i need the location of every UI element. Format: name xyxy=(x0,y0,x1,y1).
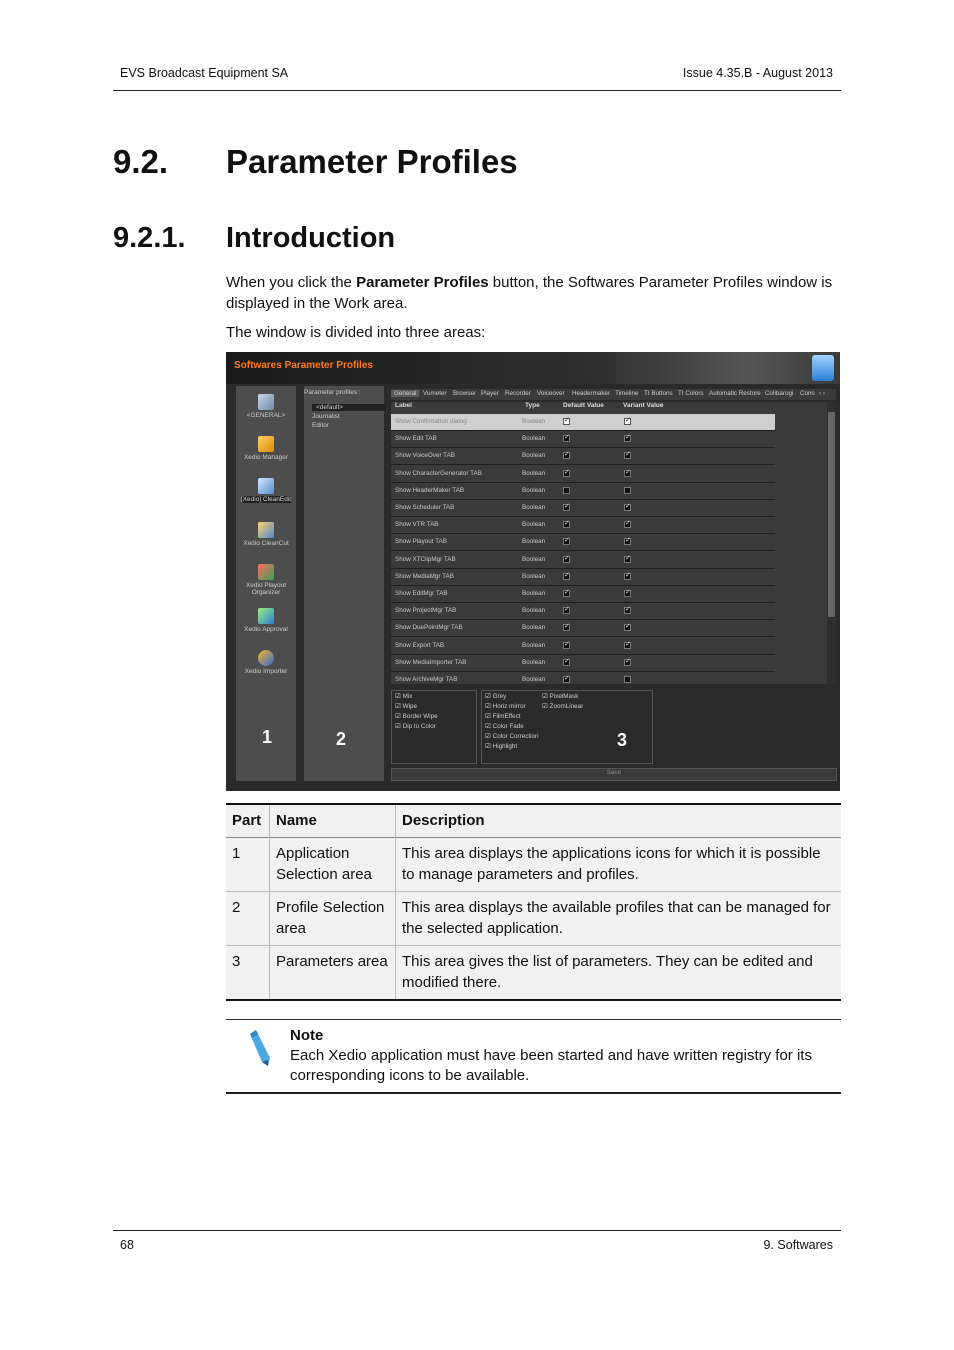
cell-name: Parameters area xyxy=(270,946,396,1001)
parameter-label: Show MediaImporter TAB xyxy=(395,658,467,666)
col-default-value: Default Value xyxy=(563,402,604,409)
tab-browser[interactable]: Browser xyxy=(453,390,477,397)
intro-paragraph-2: The window is divided into three areas: xyxy=(226,324,486,341)
table-row xyxy=(226,892,841,946)
parameter-label: Show XTClipMgr TAB xyxy=(395,555,456,563)
grid-scrollbar[interactable] xyxy=(827,402,836,684)
th-part: Part xyxy=(232,812,262,829)
window-title: Softwares Parameter Profiles xyxy=(234,360,373,371)
variant-value-checkbox[interactable] xyxy=(624,676,631,683)
parameter-row[interactable] xyxy=(391,603,775,620)
parameter-type: Boolean xyxy=(522,469,546,477)
profile-editor[interactable]: Editor xyxy=(312,422,329,429)
note-title: Note xyxy=(290,1027,324,1044)
effect-border-wipe[interactable]: ☑ Border Wipe xyxy=(395,713,438,720)
parameter-row[interactable] xyxy=(391,638,775,655)
tab-recorder[interactable]: Recorder xyxy=(505,390,531,397)
parts-table xyxy=(226,803,841,1001)
app-general[interactable]: <GENERAL> xyxy=(236,394,296,419)
parameter-type: Boolean xyxy=(522,624,546,632)
parameter-row[interactable] xyxy=(391,586,775,603)
effect-filmeffect[interactable]: ☑ FilmEffect xyxy=(485,713,521,720)
app-xedio-manager[interactable]: Xedio Manager xyxy=(236,436,296,461)
table-header-row xyxy=(226,804,841,838)
default-value-checkbox[interactable] xyxy=(563,556,570,563)
default-value-checkbox[interactable] xyxy=(563,573,570,580)
variant-value-checkbox[interactable] xyxy=(624,556,631,563)
parameter-row[interactable] xyxy=(391,466,775,483)
variant-value-checkbox[interactable] xyxy=(624,573,631,580)
tabs-scroll-arrows-icon[interactable]: ‹ › xyxy=(819,390,825,397)
profile-journalist[interactable]: Journalist xyxy=(312,413,340,420)
effect-horiz-mirror[interactable]: ☑ Horiz mirror xyxy=(485,703,526,710)
cell-description: This area displays the available profiles that can be managed for the selected application. xyxy=(396,892,842,946)
effect-grey[interactable]: ☑ Grey xyxy=(485,693,506,700)
parameter-type: Boolean xyxy=(522,572,546,580)
app-cleancut[interactable]: Xedio CleanCut xyxy=(236,522,296,547)
parameter-label: Show Playout TAB xyxy=(395,538,447,546)
table-row xyxy=(226,946,841,1001)
th-description: Description xyxy=(396,804,842,838)
pencil-icon xyxy=(242,1028,274,1068)
parameter-label: Show EditMgr TAB xyxy=(395,590,448,597)
parameter-row[interactable] xyxy=(391,517,775,534)
area-marker-3: 3 xyxy=(617,730,628,750)
parameter-label: Show Confirmation dialog xyxy=(395,418,467,425)
parameter-row[interactable] xyxy=(391,431,775,448)
default-value-checkbox[interactable] xyxy=(563,487,570,494)
tab-vumeter[interactable]: Vumeter xyxy=(423,390,447,397)
parameter-row[interactable] xyxy=(391,534,775,551)
tab-automatic-restore[interactable]: Automatic Restore xyxy=(709,390,761,397)
effects-group-b xyxy=(481,690,653,764)
grid-scroll-thumb[interactable] xyxy=(828,412,835,617)
parameter-label: Show HeaderMaker TAB xyxy=(395,486,465,494)
application-selection-area xyxy=(236,386,296,781)
subsection-title: Introduction xyxy=(226,222,396,254)
effect-color-fade[interactable]: ☑ Color Fade xyxy=(485,723,524,730)
profile-default[interactable]: <default> xyxy=(312,404,386,411)
default-value-checkbox[interactable] xyxy=(563,590,570,597)
parameter-row[interactable] xyxy=(391,500,775,517)
parameter-profiles-screenshot xyxy=(226,352,840,791)
subsection-number: 9.2.1. xyxy=(113,222,186,254)
parameter-type: Boolean xyxy=(522,418,546,425)
parameter-row[interactable] xyxy=(391,569,775,586)
app-approval[interactable]: Xedio Approval xyxy=(236,608,296,633)
cleanedit-icon xyxy=(258,478,274,494)
tab-ti-colors[interactable]: TI Colors xyxy=(678,390,704,397)
parameter-type: Boolean xyxy=(522,538,546,546)
profiles-label: Parameter profiles : xyxy=(304,389,361,396)
xedio-app-icon xyxy=(812,355,834,381)
intro-paragraph-1: When you click the Parameter Profiles button, the Softwares Parameter Profiles window is displayed in the Work area. xyxy=(226,274,833,312)
parameter-label: Show Edit TAB xyxy=(395,435,437,443)
parameter-row[interactable] xyxy=(391,672,775,684)
variant-value-checkbox[interactable] xyxy=(624,487,631,494)
save-button[interactable]: Save xyxy=(391,768,837,781)
parameter-row[interactable] xyxy=(391,414,775,431)
importer-icon xyxy=(258,650,274,666)
parameter-label: Show DuePointMgr TAB xyxy=(395,624,463,632)
cell-description: This area gives the list of parameters. They can be edited and modified there. xyxy=(396,946,842,1001)
parameter-type: Boolean xyxy=(522,435,546,443)
effect-color-correction[interactable]: ☑ Color Correction xyxy=(485,733,539,740)
manager-icon xyxy=(258,436,274,452)
effect-mix[interactable]: ☑ Mix xyxy=(395,693,412,700)
parameter-row[interactable] xyxy=(391,620,775,637)
parameter-label: Show CharacterGenerator TAB xyxy=(395,469,482,477)
variant-value-checkbox[interactable] xyxy=(624,418,631,425)
effect-dip-to-color[interactable]: ☑ Dip to Color xyxy=(395,723,436,730)
default-value-checkbox[interactable] xyxy=(563,607,570,614)
parameter-label: Show ArchiveMgr TAB xyxy=(395,676,458,683)
variant-value-checkbox[interactable] xyxy=(624,624,631,631)
default-value-checkbox[interactable] xyxy=(563,521,570,528)
variant-value-checkbox[interactable] xyxy=(624,504,631,511)
app-importer[interactable]: Xedio Importer xyxy=(236,650,296,675)
cleancut-icon xyxy=(258,522,274,538)
approval-icon xyxy=(258,608,274,624)
effect-highlight[interactable]: ☑ Highlight xyxy=(485,743,517,750)
window-titlebar xyxy=(226,352,840,384)
variant-value-checkbox[interactable] xyxy=(624,521,631,528)
effect-pixelmask[interactable]: ☑ PixelMask xyxy=(542,693,578,700)
section-number: 9.2. xyxy=(113,143,169,180)
th-name: Name xyxy=(270,804,396,838)
variant-value-checkbox[interactable] xyxy=(624,470,631,477)
profile-selection-area xyxy=(304,386,384,781)
parameter-label: Show VoiceOver TAB xyxy=(395,452,455,460)
default-value-checkbox[interactable] xyxy=(563,676,570,683)
footer-rule xyxy=(113,1230,841,1231)
parameter-label: Show ProjectMgr TAB xyxy=(395,607,457,615)
variant-value-checkbox[interactable] xyxy=(624,435,631,442)
table-row xyxy=(226,838,841,892)
parameter-type: Boolean xyxy=(522,641,546,649)
cell-description: This area displays the applications icons for which it is possible to manage parameters and profiles. xyxy=(396,838,842,892)
parameter-type: Boolean xyxy=(522,504,546,511)
app-playout-organizer[interactable]: Xedio Playout Organizer xyxy=(236,564,296,596)
parameter-type: Boolean xyxy=(522,607,546,615)
parameter-row[interactable] xyxy=(391,552,775,569)
default-value-checkbox[interactable] xyxy=(563,624,570,631)
default-value-checkbox[interactable] xyxy=(563,538,570,545)
variant-value-checkbox[interactable] xyxy=(624,452,631,459)
app-cleanedit[interactable]: [Xedio] CleanEdit xyxy=(236,478,296,503)
default-value-checkbox[interactable] xyxy=(563,642,570,649)
header-left: EVS Broadcast Equipment SA xyxy=(120,66,289,80)
tab-general[interactable]: General xyxy=(391,390,419,397)
default-value-checkbox[interactable] xyxy=(563,435,570,442)
tab-voiceover[interactable]: Voiceover xyxy=(537,390,565,397)
default-value-checkbox[interactable] xyxy=(563,418,570,425)
variant-value-checkbox[interactable] xyxy=(624,642,631,649)
tab-cons[interactable]: Cons xyxy=(800,390,815,397)
parameter-type: Boolean xyxy=(522,555,546,563)
tools-icon xyxy=(258,394,274,410)
page-number: 68 xyxy=(120,1238,134,1252)
col-type: Type xyxy=(525,402,540,409)
parameter-tabs xyxy=(391,389,836,400)
parameter-label: Show MediaMgr TAB xyxy=(395,572,454,580)
variant-value-checkbox[interactable] xyxy=(624,538,631,545)
note-text: Each Xedio application must have been started and have written registry for its corresponding icons to be available. xyxy=(290,1047,812,1084)
parameter-row[interactable] xyxy=(391,448,775,465)
cell-name: Application Selection area xyxy=(270,838,396,892)
cell-name: Profile Selection area xyxy=(270,892,396,946)
header-rule xyxy=(113,90,841,91)
area-marker-2: 2 xyxy=(336,729,347,749)
col-variant-value: Variant Value xyxy=(623,402,664,409)
col-label: Label xyxy=(395,402,412,409)
area-marker-1: 1 xyxy=(262,727,273,747)
default-value-checkbox[interactable] xyxy=(563,470,570,477)
parameter-row[interactable] xyxy=(391,483,775,500)
parameter-type: Boolean xyxy=(522,676,546,683)
parameter-type: Boolean xyxy=(522,590,546,597)
default-value-checkbox[interactable] xyxy=(563,659,570,666)
parameter-type: Boolean xyxy=(522,452,546,460)
playout-icon xyxy=(258,564,274,580)
cell-part: 1 xyxy=(232,845,241,862)
cell-part: 3 xyxy=(232,953,241,970)
parameter-label: Show VTR TAB xyxy=(395,521,439,529)
parameter-type: Boolean xyxy=(522,486,546,494)
header-right: Issue 4.35.B - August 2013 xyxy=(682,66,833,80)
effects-group-a xyxy=(391,690,477,764)
note-box xyxy=(226,1019,841,1094)
parameter-type: Boolean xyxy=(522,521,546,529)
tab-colibarogi[interactable]: Colibarogi xyxy=(765,390,794,397)
variant-value-checkbox[interactable] xyxy=(624,590,631,597)
variant-value-checkbox[interactable] xyxy=(624,607,631,614)
tab-ti-buttons[interactable]: TI Buttons xyxy=(644,390,673,397)
tab-headermaker[interactable]: Headermaker xyxy=(572,390,611,397)
effect-wipe[interactable]: ☑ Wipe xyxy=(395,703,417,710)
parameter-row[interactable] xyxy=(391,655,775,672)
section-title: Parameter Profiles xyxy=(226,143,518,180)
variant-value-checkbox[interactable] xyxy=(624,659,631,666)
parameter-label: Show Export TAB xyxy=(395,641,445,649)
parameters-grid xyxy=(391,402,827,684)
footer-chapter: 9. Softwares xyxy=(763,1238,833,1252)
default-value-checkbox[interactable] xyxy=(563,452,570,459)
effect-zoomlinear[interactable]: ☑ ZoomLinear xyxy=(542,703,583,710)
parameter-type: Boolean xyxy=(522,658,546,666)
parameter-label: Show Scheduler TAB xyxy=(395,504,455,511)
cell-part: 2 xyxy=(232,899,241,916)
tab-player[interactable]: Player xyxy=(481,390,499,397)
default-value-checkbox[interactable] xyxy=(563,504,570,511)
tab-timeline[interactable]: Timeline xyxy=(615,390,639,397)
